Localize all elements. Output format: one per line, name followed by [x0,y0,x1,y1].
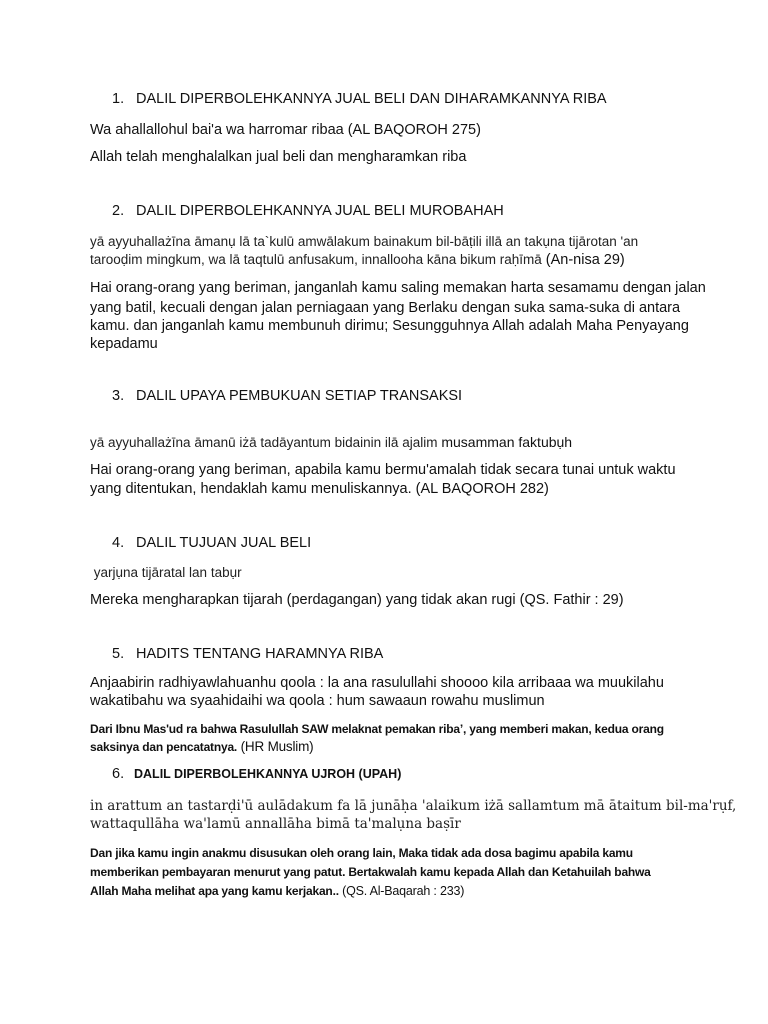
section-3-arabic [90,432,572,453]
section-1-heading [112,91,607,107]
section-6-heading [112,766,401,782]
arabic-text: tarooḍim mingkum, wa lā taqtulū anfusakum, innallooha kāna bikum raḥīmā [90,252,542,267]
section-title: DALIL UPAYA PEMBUKUAN SETIAP TRANSAKSI [136,388,463,404]
section-2-arabic-line-2 [90,250,625,270]
section-2-translation-line-2: yang batil, kecuali dengan jalan perniagaan yang Berlaku dengan suka sama-suka di antara [90,300,681,316]
section-6-translation-line-3 [90,881,464,901]
section-number: 3. [112,388,125,404]
section-5-translation-line-2 [90,737,313,757]
section-2-translation-line-4: kepadamu [90,336,158,352]
section-2-heading [112,203,504,219]
section-6-arabic-line-2: wattaqullāha wa'lamū annallāha bimā ta'malụna baṣīr [90,816,461,832]
section-5-arabic-line-1: Anjaabirin radhiyawlahuanhu qoola : la ana rasulullahi shoooo kila arribaaa wa muukilahu [90,675,664,691]
section-6-translation-line-1: Dan jika kamu ingin anakmu disusukan oleh orang lain, Maka tidak ada dosa bagimu apabila kamu [90,846,633,860]
section-5-arabic-line-2: wakatibahu wa syaahidaihi wa qoola : hum sawaaun rowahu muslimun [90,693,545,709]
section-title: DALIL TUJUAN JUAL BELI [136,535,312,551]
section-3-translation-line-1: Hai orang-orang yang beriman, apabila kamu bermu'amalah tidak secara tunai untuk waktu [90,462,676,478]
section-1-arabic: Wa ahallallohul bai'a wa harromar ribaa (AL BAQOROH 275) [90,122,481,138]
section-3-heading [112,388,462,404]
section-4-arabic: yarjụna tijāratal lan tabụr [90,565,242,580]
verse-reference: (QS. Al-Baqarah : 233) [338,884,465,898]
section-number: 4. [112,535,125,551]
section-number: 6. [112,766,125,782]
section-title: HADITS TENTANG HARAMNYA RIBA [136,646,384,662]
verse-reference: (An-nisa 29) [541,252,625,268]
section-6-translation-line-2: memberikan pembayaran menurut yang patut. Bertakwalah kamu kepada Allah dan Ketahuilah bahwa [90,865,651,879]
section-number: 2. [112,203,125,219]
section-2-arabic-line-1: yā ayyuhallażīna āmanụ lā ta`kulū amwālakum bainakum bil-bāṭili illā an takụna tijārotan 'an [90,234,639,249]
section-title: DALIL DIPERBOLEHKANNYA JUAL BELI DAN DIHARAMKANNYA RIBA [136,91,607,107]
section-5-heading [112,646,383,662]
translation-text: saksinya dan pencatatnya. [90,740,238,754]
section-2-translation-line-1: Hai orang-orang yang beriman, janganlah kamu saling memakan harta sesamamu dengan jalan [90,280,706,296]
section-number: 1. [112,91,125,107]
section-number: 5. [112,646,125,662]
section-5-translation-line-1: Dari Ibnu Mas'ud ra bahwa Rasulullah SAW melaknat pemakan riba’, yang memberi makan, kedua orang [90,722,664,736]
hadith-source: (HR Muslim) [237,739,314,754]
section-4-translation: Mereka mengharapkan tijarah (perdagangan) yang tidak akan rugi (QS. Fathir : 29) [90,592,624,608]
section-title: DALIL DIPERBOLEHKANNYA JUAL BELI MUROBAHAH [136,203,504,219]
section-1-translation: Allah telah menghalalkan jual beli dan mengharamkan riba [90,149,467,165]
arabic-text: yā ayyuhallażīna āmanū iżā tadāyantum bidainin ilā ajalim [90,435,438,450]
section-6-arabic-line-1: in arattum an tastarḍi'ū aulādakum fa lā junāḥa 'alaikum iżā sallamtum mā ātaitum bil-ma'rụf, [90,798,737,814]
section-4-heading [112,535,311,551]
section-title: DALIL DIPERBOLEHKANNYA UJROH (UPAH) [134,767,402,781]
arabic-text-tail: musamman faktubụh [437,434,573,450]
section-2-translation-line-3: kamu. dan janganlah kamu membunuh dirimu; Sesungguhnya Allah adalah Maha Penyayang [90,318,689,334]
section-3-translation-line-2: yang ditentukan, hendaklah kamu menuliskannya. (AL BAQOROH 282) [90,481,549,497]
translation-text: Allah Maha melihat apa yang kamu kerjakan.. [90,884,339,898]
